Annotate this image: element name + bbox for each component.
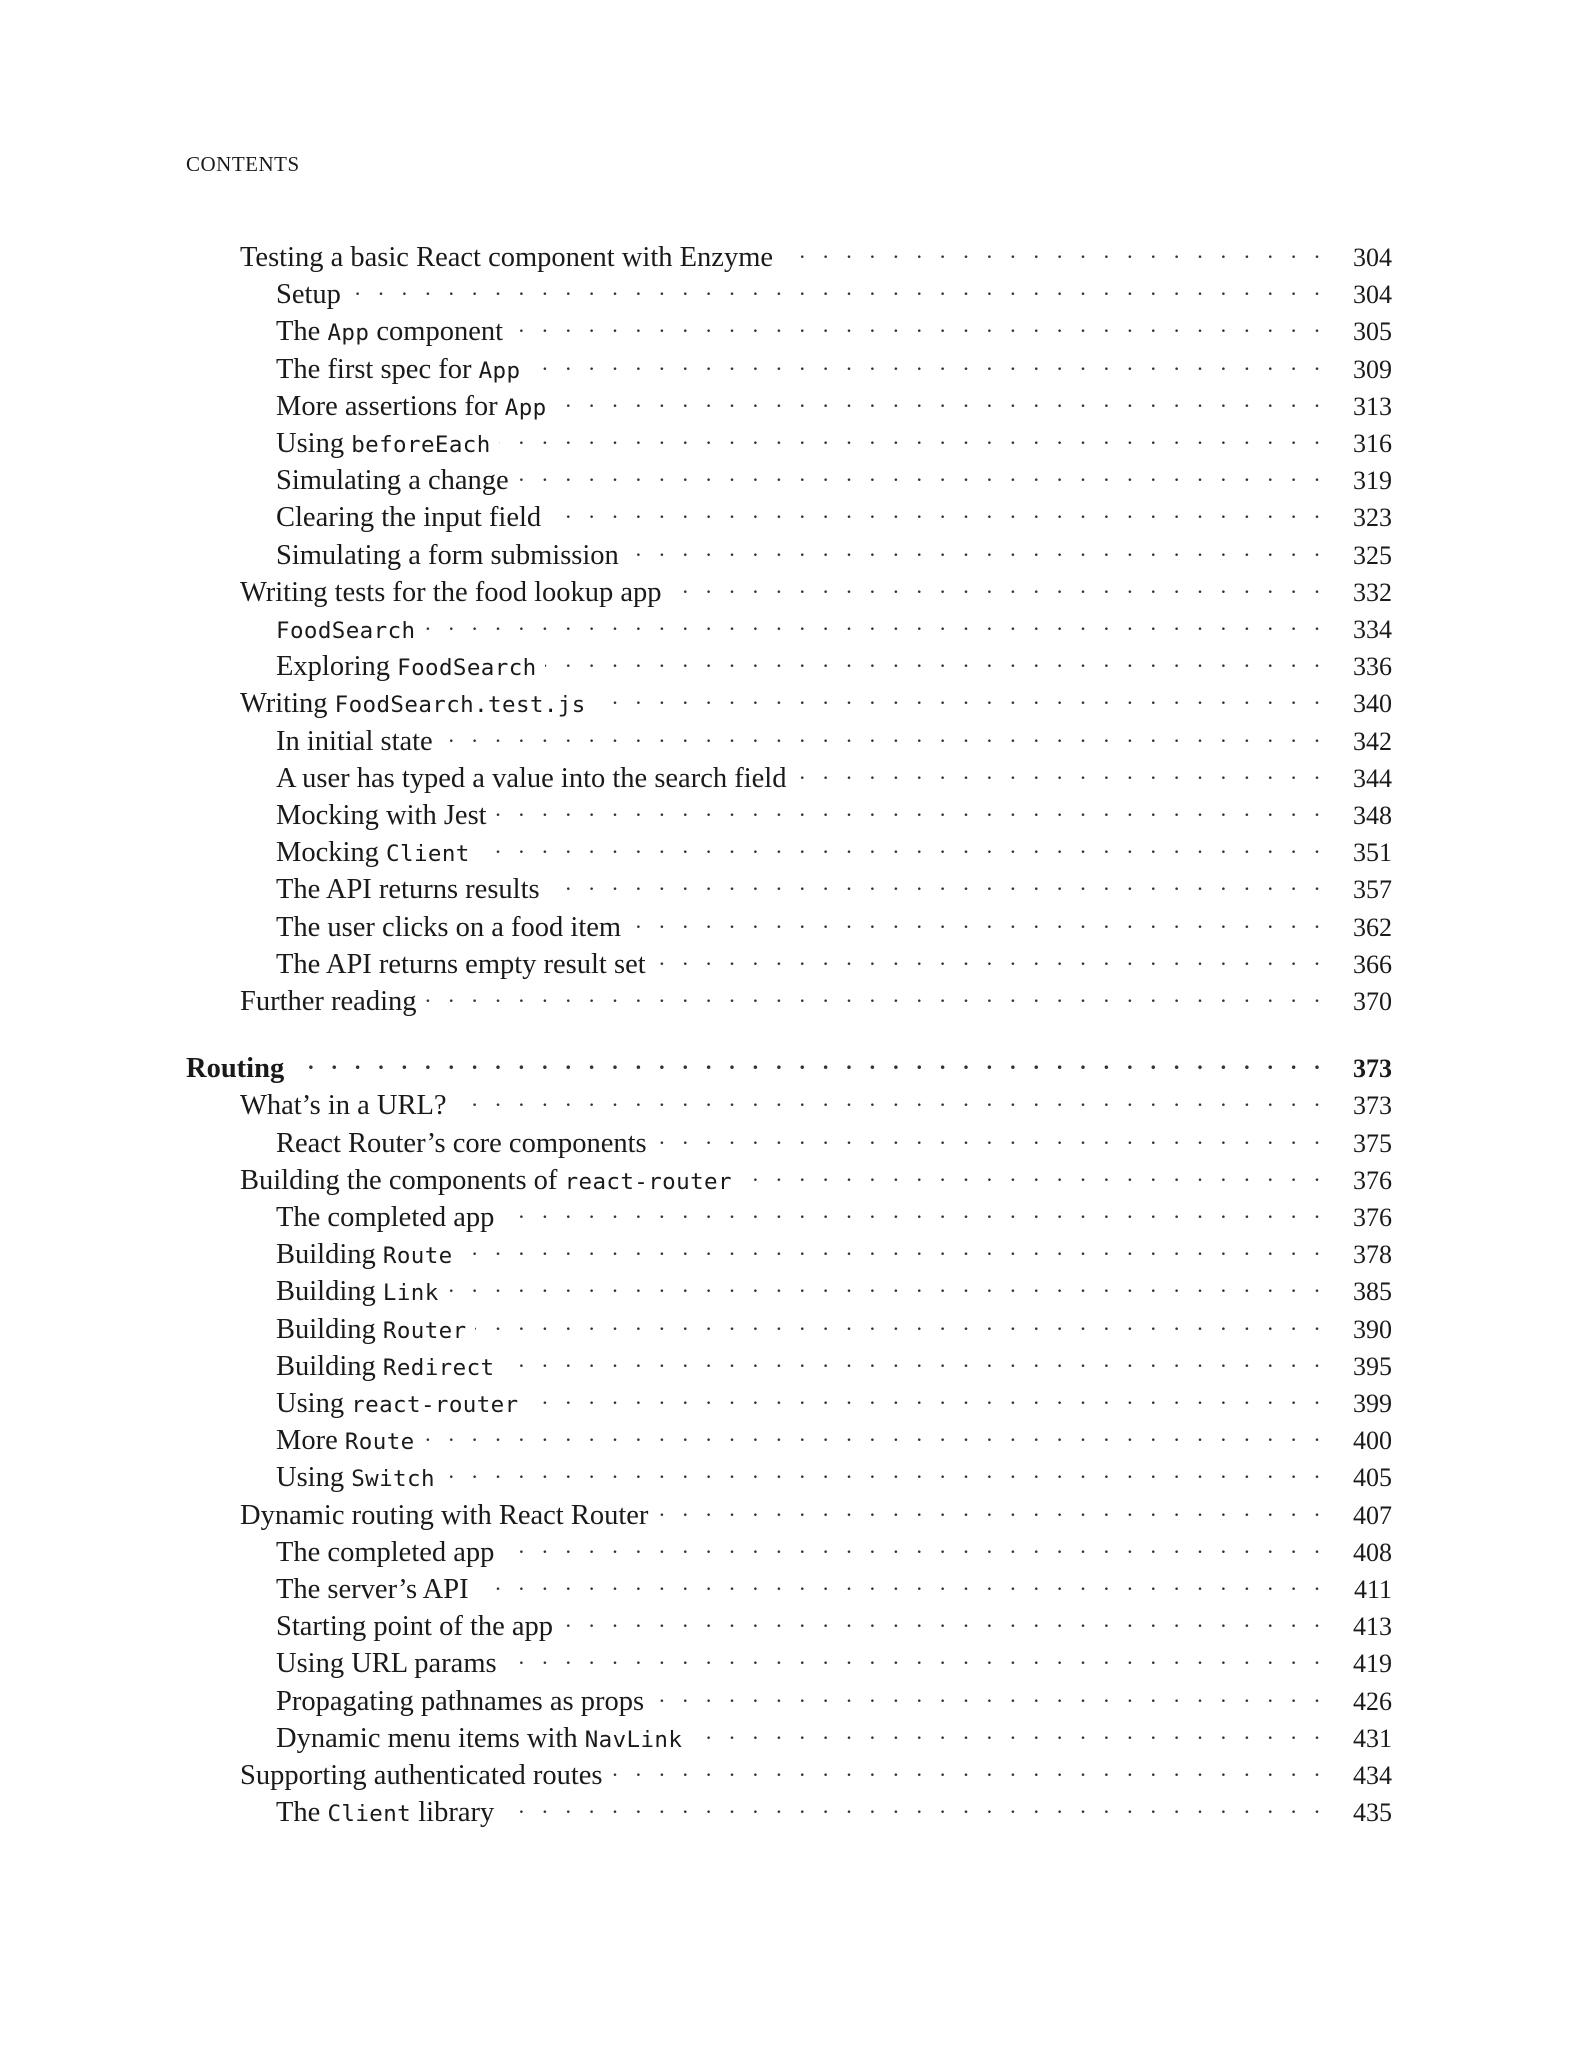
toc-entry-title [276,1686,652,1718]
toc-entry-title [186,1053,292,1085]
toc-entry-title [276,1276,447,1308]
toc-entry-code: Redirect [382,1354,495,1381]
toc-entry-text: Mocking [276,837,387,869]
dot-leader [502,1791,1326,1821]
toc-entry[interactable] [276,1308,1392,1346]
toc-entry-code: App [504,394,547,421]
toc-entry-text: Routing [186,1053,285,1085]
toc-entry-code: Client [386,841,470,868]
toc-page-number: 332 [1326,578,1392,608]
toc-entry-title [276,614,423,646]
dot-leader [477,1568,1326,1598]
dot-leader [527,1382,1326,1412]
toc-entry-title [276,1314,475,1346]
toc-page-number: 336 [1326,652,1392,682]
toc-entry[interactable] [276,310,1392,348]
toc-entry-text: Building [276,1276,383,1308]
toc-entry-title [240,986,424,1018]
dot-leader [528,348,1326,378]
toc-entry-code: NavLink [584,1726,683,1753]
toc-entry[interactable] [276,1791,1392,1829]
toc-entry[interactable] [276,1605,1392,1643]
toc-entry-text: Setup [276,279,341,311]
toc-entry[interactable] [276,1680,1392,1718]
toc-page-number: 370 [1326,987,1392,1017]
toc-page-number: 366 [1326,950,1392,980]
dot-leader [629,906,1326,936]
toc-entry[interactable] [276,1233,1392,1271]
toc-entry-code: react-router [564,1168,732,1195]
toc-page-number: 373 [1326,1054,1392,1084]
toc-entry[interactable] [276,534,1392,572]
toc-entry-text: Building the components of [240,1164,565,1196]
toc-entry[interactable] [276,906,1392,944]
toc-entry-text: Further reading [240,986,417,1017]
toc-entry-text: Building [276,1239,383,1271]
dot-leader [441,720,1326,750]
toc-entry[interactable] [240,1084,1392,1122]
toc-entry-title [276,874,548,906]
toc-page-number: 426 [1326,1687,1392,1717]
toc-entry-title [276,949,654,981]
dot-leader [690,1717,1326,1747]
toc-entry-text: Clearing the input field [276,502,542,534]
toc-entry[interactable] [276,422,1392,460]
toc-page-number: 313 [1326,392,1392,422]
toc-entry-title [276,1797,502,1829]
dot-leader [652,1680,1326,1710]
toc-entry-text: In initial state [276,725,433,757]
toc-entry-text: What’s in a URL? [240,1090,447,1122]
toc-entry-text: Propagating pathnames as props [276,1685,645,1717]
toc-page-number: 375 [1326,1129,1392,1159]
toc-entry-title [276,540,627,572]
dot-leader [502,1196,1326,1226]
toc-entry[interactable] [240,1159,1392,1197]
toc-entry-title [240,242,781,274]
dot-leader [794,757,1326,787]
toc-page-number: 305 [1326,317,1392,347]
toc-entry[interactable] [276,496,1392,534]
toc-page-number: 378 [1326,1240,1392,1270]
toc-entry-title [240,1165,740,1197]
toc-entry-text: The server’s API [276,1574,469,1605]
toc-entry-title [276,391,555,423]
dot-leader [517,459,1326,489]
toc-entry-text: Building [276,1313,383,1345]
toc-entry-text: Simulating a form submission [276,539,619,571]
dot-leader [349,273,1326,303]
toc-entry[interactable] [276,1568,1392,1606]
toc-entry-text: Writing [240,688,335,720]
toc-page-number: 351 [1326,838,1392,868]
toc-page-number: 435 [1326,1798,1392,1828]
toc-entry-title [276,1239,461,1271]
toc-entry-text: Testing a basic React component with Enzyme [240,242,774,273]
toc-page-number: 390 [1326,1315,1392,1345]
toc-page-number: 376 [1326,1203,1392,1233]
toc-page-number: 405 [1326,1463,1392,1493]
toc-page-number: 400 [1326,1426,1392,1456]
dot-leader [627,534,1326,564]
toc-entry-text: library [411,1797,495,1829]
toc-entry-text: More assertions for [276,390,505,422]
dot-leader [447,1270,1326,1300]
toc-page-number: 434 [1326,1761,1392,1791]
toc-entry[interactable] [276,459,1392,497]
dot-leader [461,1233,1326,1263]
toc-page-number: 309 [1326,355,1392,385]
toc-entry-code: FoodSearch.test.js [334,692,586,719]
toc-entry[interactable] [276,1642,1392,1680]
toc-entry-title [276,316,511,348]
toc-page-number: 362 [1326,913,1392,943]
toc-entry[interactable] [276,794,1392,832]
toc-entry-title [276,428,499,460]
toc-entry-title [240,688,594,720]
toc-page-number: 411 [1326,1575,1392,1605]
dot-leader [502,1345,1326,1375]
toc-entry-code: beforeEach [351,432,491,458]
toc-entry[interactable] [240,571,1392,609]
toc-entry-text: Building [276,1350,383,1382]
toc-page-number: 348 [1326,801,1392,831]
toc-entry-code: App [327,320,370,347]
toc-entry-text: The user clicks on a food item [276,911,622,943]
toc-entry[interactable] [276,1717,1392,1755]
toc-entry[interactable] [276,1456,1392,1494]
toc-entry[interactable] [240,1494,1392,1532]
toc-entry-code: Router [382,1317,467,1344]
toc-entry[interactable] [276,1196,1392,1234]
toc-entry-code: Switch [351,1466,435,1493]
toc-entry-text: Writing tests for the food lookup app [240,576,662,608]
toc-entry-title [276,1351,502,1383]
dot-leader [505,1642,1326,1672]
toc-entry[interactable] [276,645,1392,683]
toc-page-number: 316 [1326,429,1392,459]
dot-leader [545,645,1326,675]
dot-leader [475,1308,1326,1338]
dot-leader [670,571,1326,601]
toc-entry-title [276,1723,690,1755]
toc-page-number: 407 [1326,1501,1392,1531]
toc-page-number: 399 [1326,1389,1392,1419]
toc-entry-text: component [369,316,504,348]
toc-page-number: 373 [1326,1091,1392,1121]
toc-entry-title [276,726,441,758]
toc-entry-text: Using [276,1388,352,1419]
toc-entry-text: The completed app [276,1202,495,1233]
toc-page-number: 376 [1326,1166,1392,1196]
toc-entry-text: Starting point of the app [276,1611,554,1643]
toc-entry-code: FoodSearch [397,655,537,682]
dot-leader [499,422,1326,452]
toc-entry[interactable] [240,682,1392,720]
toc-entry-code: FoodSearch [276,618,416,644]
dot-leader [611,1754,1327,1784]
toc-entry-text: A user has typed a value into the search field [276,762,787,794]
dot-leader [781,236,1326,266]
toc-entry[interactable] [276,943,1392,981]
toc-page-number: 357 [1326,875,1392,905]
dot-leader [655,1122,1326,1152]
toc-page-number: 395 [1326,1352,1392,1382]
toc-entry-title [276,1611,561,1643]
toc-entry[interactable] [276,385,1392,423]
toc-entry-title [276,465,517,497]
toc-entry-title [276,651,545,683]
toc-entry-text: Simulating a change [276,465,509,497]
dot-leader [549,496,1326,526]
toc-entry-title [240,1500,656,1532]
toc-entry-title [276,502,549,534]
toc-entry[interactable] [276,1419,1392,1457]
toc-entry-title [276,800,495,832]
toc-entry-title [240,577,670,609]
toc-entry-title [276,1462,443,1494]
dot-leader [455,1084,1326,1114]
toc-entry-text: The completed app [276,1536,495,1568]
dot-leader [594,682,1326,712]
toc-entry-title [276,1648,505,1680]
toc-entry-text: React Router’s core components [276,1127,647,1159]
toc-entry[interactable] [276,1345,1392,1383]
toc-entry-code: Route [382,1243,453,1270]
dot-leader [424,980,1326,1010]
toc-page-number: 304 [1326,280,1392,310]
toc-entry-text: Mocking with Jest [276,800,487,831]
toc-entry-code: react-router [351,1392,519,1418]
toc-entry[interactable] [276,1382,1392,1420]
toc-entry-text: The first spec for [276,353,479,385]
toc-page-number: 323 [1326,503,1392,533]
dot-leader [654,943,1326,973]
toc-entry-code: Route [344,1429,415,1456]
toc-entry[interactable] [276,608,1392,646]
toc-entry-title [276,1425,423,1457]
toc-entry-title [276,354,528,386]
toc-entry-title [240,1760,611,1792]
toc-entry[interactable] [276,868,1392,906]
toc-entry-text: The [276,1797,328,1829]
toc-entry-title [276,1128,655,1160]
toc-entry-text: More [276,1425,345,1457]
toc-entry[interactable] [276,757,1392,795]
toc-entry-code: App [478,357,521,384]
toc-entry[interactable] [240,236,1392,274]
dot-leader [502,1531,1326,1561]
toc-entry-text: The API returns results [276,874,540,906]
toc-entry-title [276,1202,502,1234]
toc-page-number: 340 [1326,689,1392,719]
toc-entry-title [276,1537,502,1569]
toc-entry[interactable] [276,273,1392,311]
toc-entry-text: Using [276,1462,352,1494]
dot-leader [561,1605,1326,1635]
toc-entry[interactable] [276,348,1392,386]
toc-entry-text: Dynamic routing with React Router [240,1499,649,1531]
toc-entry-code: Link [382,1280,439,1307]
toc-chapter-entry[interactable] [186,1047,1392,1085]
toc-entry[interactable] [240,980,1392,1018]
dot-leader [495,794,1326,824]
dot-leader [292,1047,1326,1077]
toc-entry-title [276,1388,527,1420]
toc-entry-code: Client [327,1801,412,1828]
toc-entry-text: Supporting authenticated routes [240,1760,603,1791]
toc-page-number: 419 [1326,1649,1392,1679]
toc-entry[interactable] [276,831,1392,869]
toc-entry-text: Exploring [276,651,398,683]
toc-entry[interactable] [276,1270,1392,1308]
dot-leader [423,608,1326,638]
toc-page-number: 325 [1326,541,1392,571]
toc-entry-title [276,1574,477,1606]
toc-entry-title [276,912,629,944]
toc-page-number: 431 [1326,1724,1392,1754]
page-header: CONTENTS [186,152,300,176]
toc-entry[interactable] [276,1531,1392,1569]
toc-page-number: 385 [1326,1277,1392,1307]
toc-entry-title [276,763,794,795]
toc-entry-text: Dynamic menu items with [276,1722,585,1754]
toc-entry-text: Using URL params [276,1648,497,1680]
dot-leader [656,1494,1326,1524]
toc-entry[interactable] [276,720,1392,758]
dot-leader [443,1456,1326,1486]
dot-leader [740,1159,1326,1189]
dot-leader [548,868,1326,898]
toc-entry-text: The API returns empty result set [276,948,646,980]
toc-entry-title [276,279,349,311]
dot-leader [478,831,1326,861]
toc-page-number: 413 [1326,1612,1392,1642]
toc-page-number: 342 [1326,727,1392,757]
dot-leader [423,1419,1326,1449]
toc-entry-title [276,837,478,869]
toc-page-number: 319 [1326,466,1392,496]
toc-entry[interactable] [276,1122,1392,1160]
toc-entry-text: The [276,316,328,348]
dot-leader [511,310,1326,340]
toc-page-number: 304 [1326,243,1392,273]
dot-leader [555,385,1326,415]
toc-page-number: 408 [1326,1538,1392,1568]
toc-entry-text: Using [276,428,352,459]
toc-page-number: 334 [1326,615,1392,645]
toc-entry-title [240,1090,455,1122]
toc-page-number: 344 [1326,764,1392,794]
toc-entry[interactable] [240,1754,1392,1792]
